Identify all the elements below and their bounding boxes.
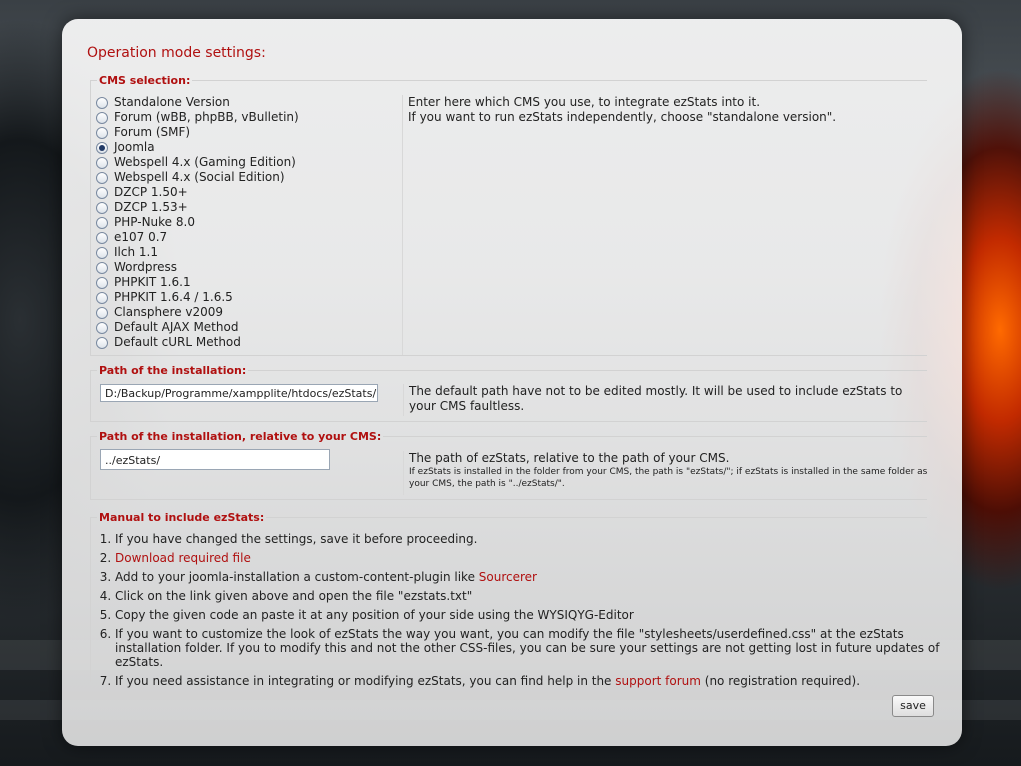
cms-option[interactable]: [96, 110, 299, 125]
cms-selection-legend: CMS selection:: [99, 74, 191, 87]
support-forum-link[interactable]: support forum: [615, 674, 701, 688]
cms-radio-button[interactable]: [96, 217, 108, 229]
cms-radio-button[interactable]: [96, 262, 108, 274]
cms-radio-button[interactable]: [96, 247, 108, 259]
manual-legend: Manual to include ezStats:: [99, 511, 265, 524]
install-path-input[interactable]: D:/Backup/Programme/xampplite/htdocs/ezStats/: [100, 384, 378, 402]
manual-step-2: [115, 551, 945, 565]
cms-option[interactable]: [96, 170, 299, 185]
cms-option[interactable]: [96, 245, 299, 260]
cms-option-label: Default cURL Method: [114, 335, 241, 349]
cms-radio-button[interactable]: [96, 172, 108, 184]
cms-radio-button[interactable]: [96, 232, 108, 244]
relative-path-input[interactable]: ../ezStats/: [100, 449, 330, 470]
cms-option[interactable]: [96, 275, 299, 290]
cms-option[interactable]: [96, 185, 299, 200]
cms-option-label: Standalone Version: [114, 95, 230, 109]
cms-option[interactable]: [96, 215, 299, 230]
cms-option-label: Forum (SMF): [114, 125, 191, 139]
cms-radio-button[interactable]: [96, 277, 108, 289]
manual-step-6: 6. If you want to customize the look of ezStats the way you want, you can modify the file "stylesheets/userdefined.css" at the ezStats installation folder. If you to modify this and not the other CSS-files, you can be sure your settings are not getting lost in future updates of ezStats.: [115, 627, 945, 669]
cms-description: [402, 95, 888, 355]
cms-option-label: Forum (wBB, phpBB, vBulletin): [114, 110, 299, 124]
cms-radio-button[interactable]: [96, 307, 108, 319]
cms-option-list: [96, 95, 299, 350]
cms-option-label: DZCP 1.50+: [114, 185, 188, 199]
cms-radio-button[interactable]: [96, 292, 108, 304]
cms-option[interactable]: [96, 155, 299, 170]
cms-option-label: Joomla: [114, 140, 155, 154]
save-button[interactable]: save: [892, 695, 934, 717]
sourcerer-link[interactable]: Sourcerer: [478, 570, 537, 584]
cms-option[interactable]: [96, 320, 299, 335]
cms-option-label: Webspell 4.x (Social Edition): [114, 170, 285, 184]
cms-option[interactable]: [96, 305, 299, 320]
relative-path-legend: Path of the installation, relative to your CMS:: [99, 430, 382, 443]
cms-option-label: PHPKIT 1.6.1: [114, 275, 191, 289]
cms-radio-button[interactable]: [96, 97, 108, 109]
cms-option-label: Clansphere v2009: [114, 305, 224, 319]
cms-radio-button[interactable]: [96, 127, 108, 139]
relative-path-desc-line: The path of ezStats, relative to the path of your CMS.: [409, 451, 730, 465]
page-title: Operation mode settings:: [87, 45, 266, 61]
cms-option-label: e107 0.7: [114, 230, 168, 244]
install-path-legend: Path of the installation:: [99, 364, 247, 377]
cms-option[interactable]: [96, 200, 299, 215]
manual-step-4: 4. Click on the link given above and open the file "ezstats.txt": [115, 589, 945, 603]
manual-step-7: 7. If you need assistance in integrating or modifying ezStats, you can find help in the support forum (no registration required).: [115, 674, 945, 688]
cms-option[interactable]: [96, 95, 299, 110]
cms-option[interactable]: [96, 125, 299, 140]
relative-path-note: If ezStats is installed in the folder from your CMS, the path is "ezStats/"; if ezStats is installed in the same folder as your CMS, the path is "../ezStats/".: [409, 467, 928, 489]
cms-radio-button[interactable]: [96, 337, 108, 349]
cms-radio-button[interactable]: [96, 112, 108, 124]
cms-option-label: Ilch 1.1: [114, 245, 158, 259]
cms-option[interactable]: [96, 230, 299, 245]
manual-step-5: 5. Copy the given code an paste it at any position of your side using the WYSIQYG-Editor: [115, 608, 945, 622]
manual-step-3: 3. Add to your joomla-installation a custom-content-plugin like Sourcerer: [115, 570, 945, 584]
cms-option-label: PHPKIT 1.6.4 / 1.6.5: [114, 290, 233, 304]
cms-desc-line2: If you want to run ezStats independently, choose "standalone version".: [408, 110, 837, 124]
cms-option-label: Webspell 4.x (Gaming Edition): [114, 155, 296, 169]
cms-option-label: Wordpress: [114, 260, 178, 274]
install-path-description: The default path have not to be edited mostly. It will be used to include ezStats to your CMS faultless.: [403, 384, 929, 416]
manual-step-1: 1. If you have changed the settings, save it before proceeding.: [115, 532, 945, 546]
cms-option[interactable]: [96, 335, 299, 350]
settings-panel: [62, 19, 962, 746]
cms-desc-line1: Enter here which CMS you use, to integrate ezStats into it.: [408, 95, 761, 109]
download-file-link[interactable]: Download required file: [115, 551, 251, 565]
cms-option[interactable]: [96, 260, 299, 275]
cms-radio-button[interactable]: [96, 322, 108, 334]
cms-option-label: Default AJAX Method: [114, 320, 239, 334]
manual-steps: [95, 532, 945, 693]
cms-option[interactable]: [96, 140, 299, 155]
cms-option-label: PHP-Nuke 8.0: [114, 215, 195, 229]
cms-radio-button[interactable]: [96, 142, 108, 154]
relative-path-description: [403, 451, 929, 495]
cms-radio-button[interactable]: [96, 187, 108, 199]
cms-option-label: DZCP 1.53+: [114, 200, 188, 214]
cms-option[interactable]: [96, 290, 299, 305]
cms-radio-button[interactable]: [96, 202, 108, 214]
cms-radio-button[interactable]: [96, 157, 108, 169]
